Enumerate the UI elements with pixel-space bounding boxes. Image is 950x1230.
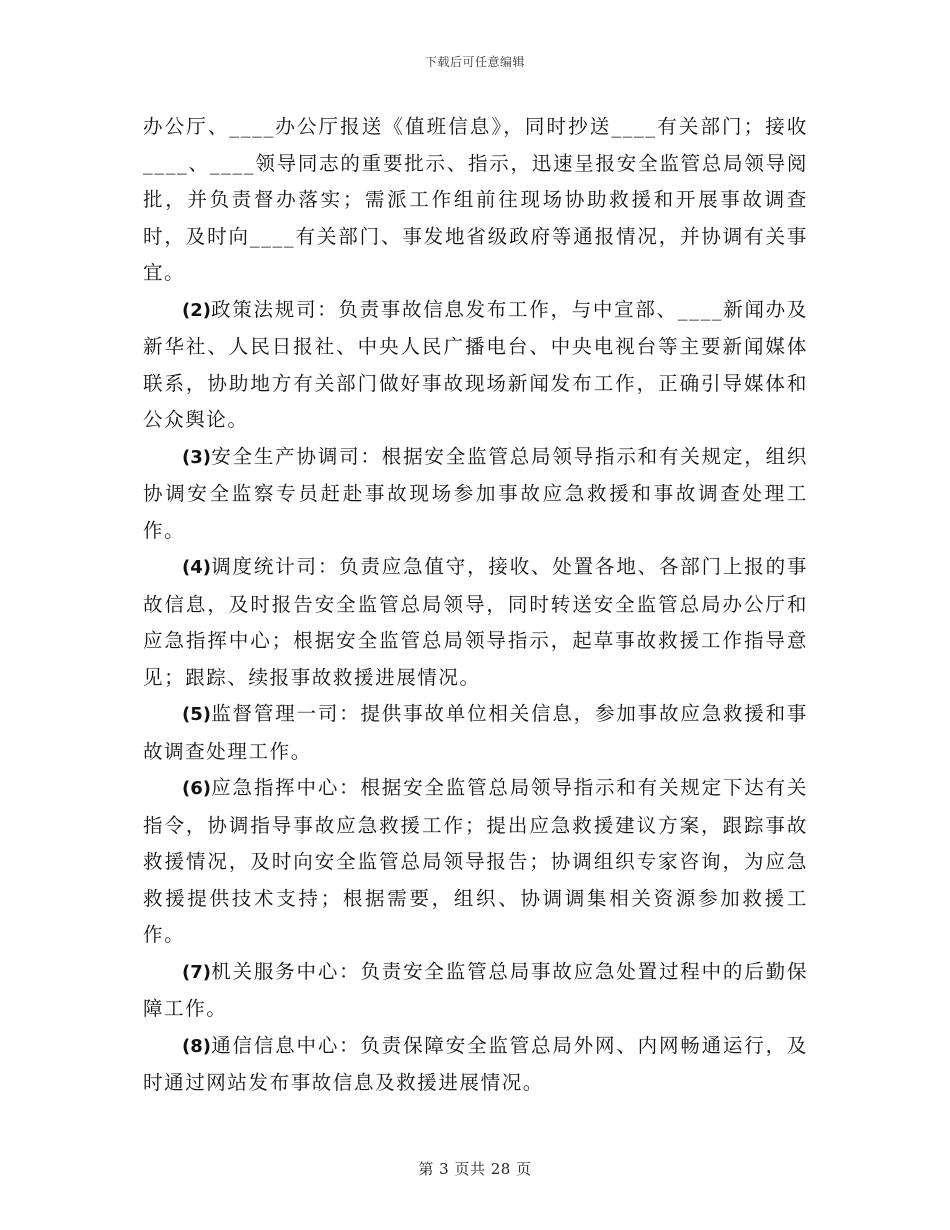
list-item-4 (143, 549, 808, 696)
item-number: (6) (182, 778, 211, 799)
item-number: (2) (182, 299, 211, 321)
item-text: 应急指挥中心：根据安全监管总局领导指示和有关规定下达有关指令，协调指导事故应急救援工作；提出应急救援建议方案，跟踪事故救援情况，及时向安全监管总局领导报告；协调组织专家咨询，为应急救援提供技术支持；根据需要，组织、协调调集相关资源参加救援工作。 (143, 776, 808, 946)
item-number: (4) (182, 557, 211, 578)
list-item-6 (143, 770, 808, 954)
list-item-3 (143, 439, 808, 550)
list-item-2 (143, 292, 808, 439)
intro-paragraph: 办公厅、____办公厅报送《值班信息》，同时抄送____有关部门；接收____、____领导同志的重要批示、指示，迅速呈报安全监管总局领导阅批，并负责督办落实；需派工作组前往现场协助救援和开展事故调查时，及时向____有关部门、事发地省级政府等通报情况，并协调有关事宜。 (143, 115, 808, 284)
item-text: 通信信息中心：负责保障安全监管总局外网、内网畅通运行，及时通过网站发布事故信息及救援进展情况。 (143, 1033, 808, 1094)
item-number: (3) (182, 446, 211, 468)
item-text: 政策法规司：负责事故信息发布工作，与中宣部、____新闻办及新华社、人民日报社、中央人民广播电台、中央电视台等主要新闻媒体联系，协助地方有关部门做好事故现场新闻发布工作，正确引导媒体和公众舆论。 (143, 297, 808, 431)
page-number-footer: 第 3 页共 28 页 (418, 1160, 532, 1178)
page-header-note: 下载后可任意编辑 (424, 55, 525, 69)
item-number: (5) (182, 704, 211, 725)
item-number: (7) (182, 961, 211, 983)
item-text: 安全生产协调司：根据安全监管总局领导指示和有关规定，组织协调安全监察专员赶赴事故现场参加事故应急救援和事故调查处理工作。 (143, 444, 808, 542)
item-text: 监督管理一司：提供事故单位相关信息，参加事故应急救援和事故调查处理工作。 (143, 702, 808, 763)
list-item-7 (143, 954, 808, 1028)
list-item-8 (143, 1028, 808, 1102)
item-text: 机关服务中心：负责安全监管总局事故应急处置过程中的后勤保障工作。 (143, 959, 808, 1020)
list-item-5 (143, 696, 808, 770)
document-body (143, 109, 808, 1102)
item-number: (8) (182, 1035, 211, 1057)
item-text: 调度统计司：负责应急值守，接收、处置各地、各部门上报的事故信息，及时报告安全监管总局领导，同时转送安全监管总局办公厅和应急指挥中心；根据安全监管总局领导指示，起草事故救援工作指导意见；跟踪、续报事故救援进展情况。 (143, 555, 808, 689)
